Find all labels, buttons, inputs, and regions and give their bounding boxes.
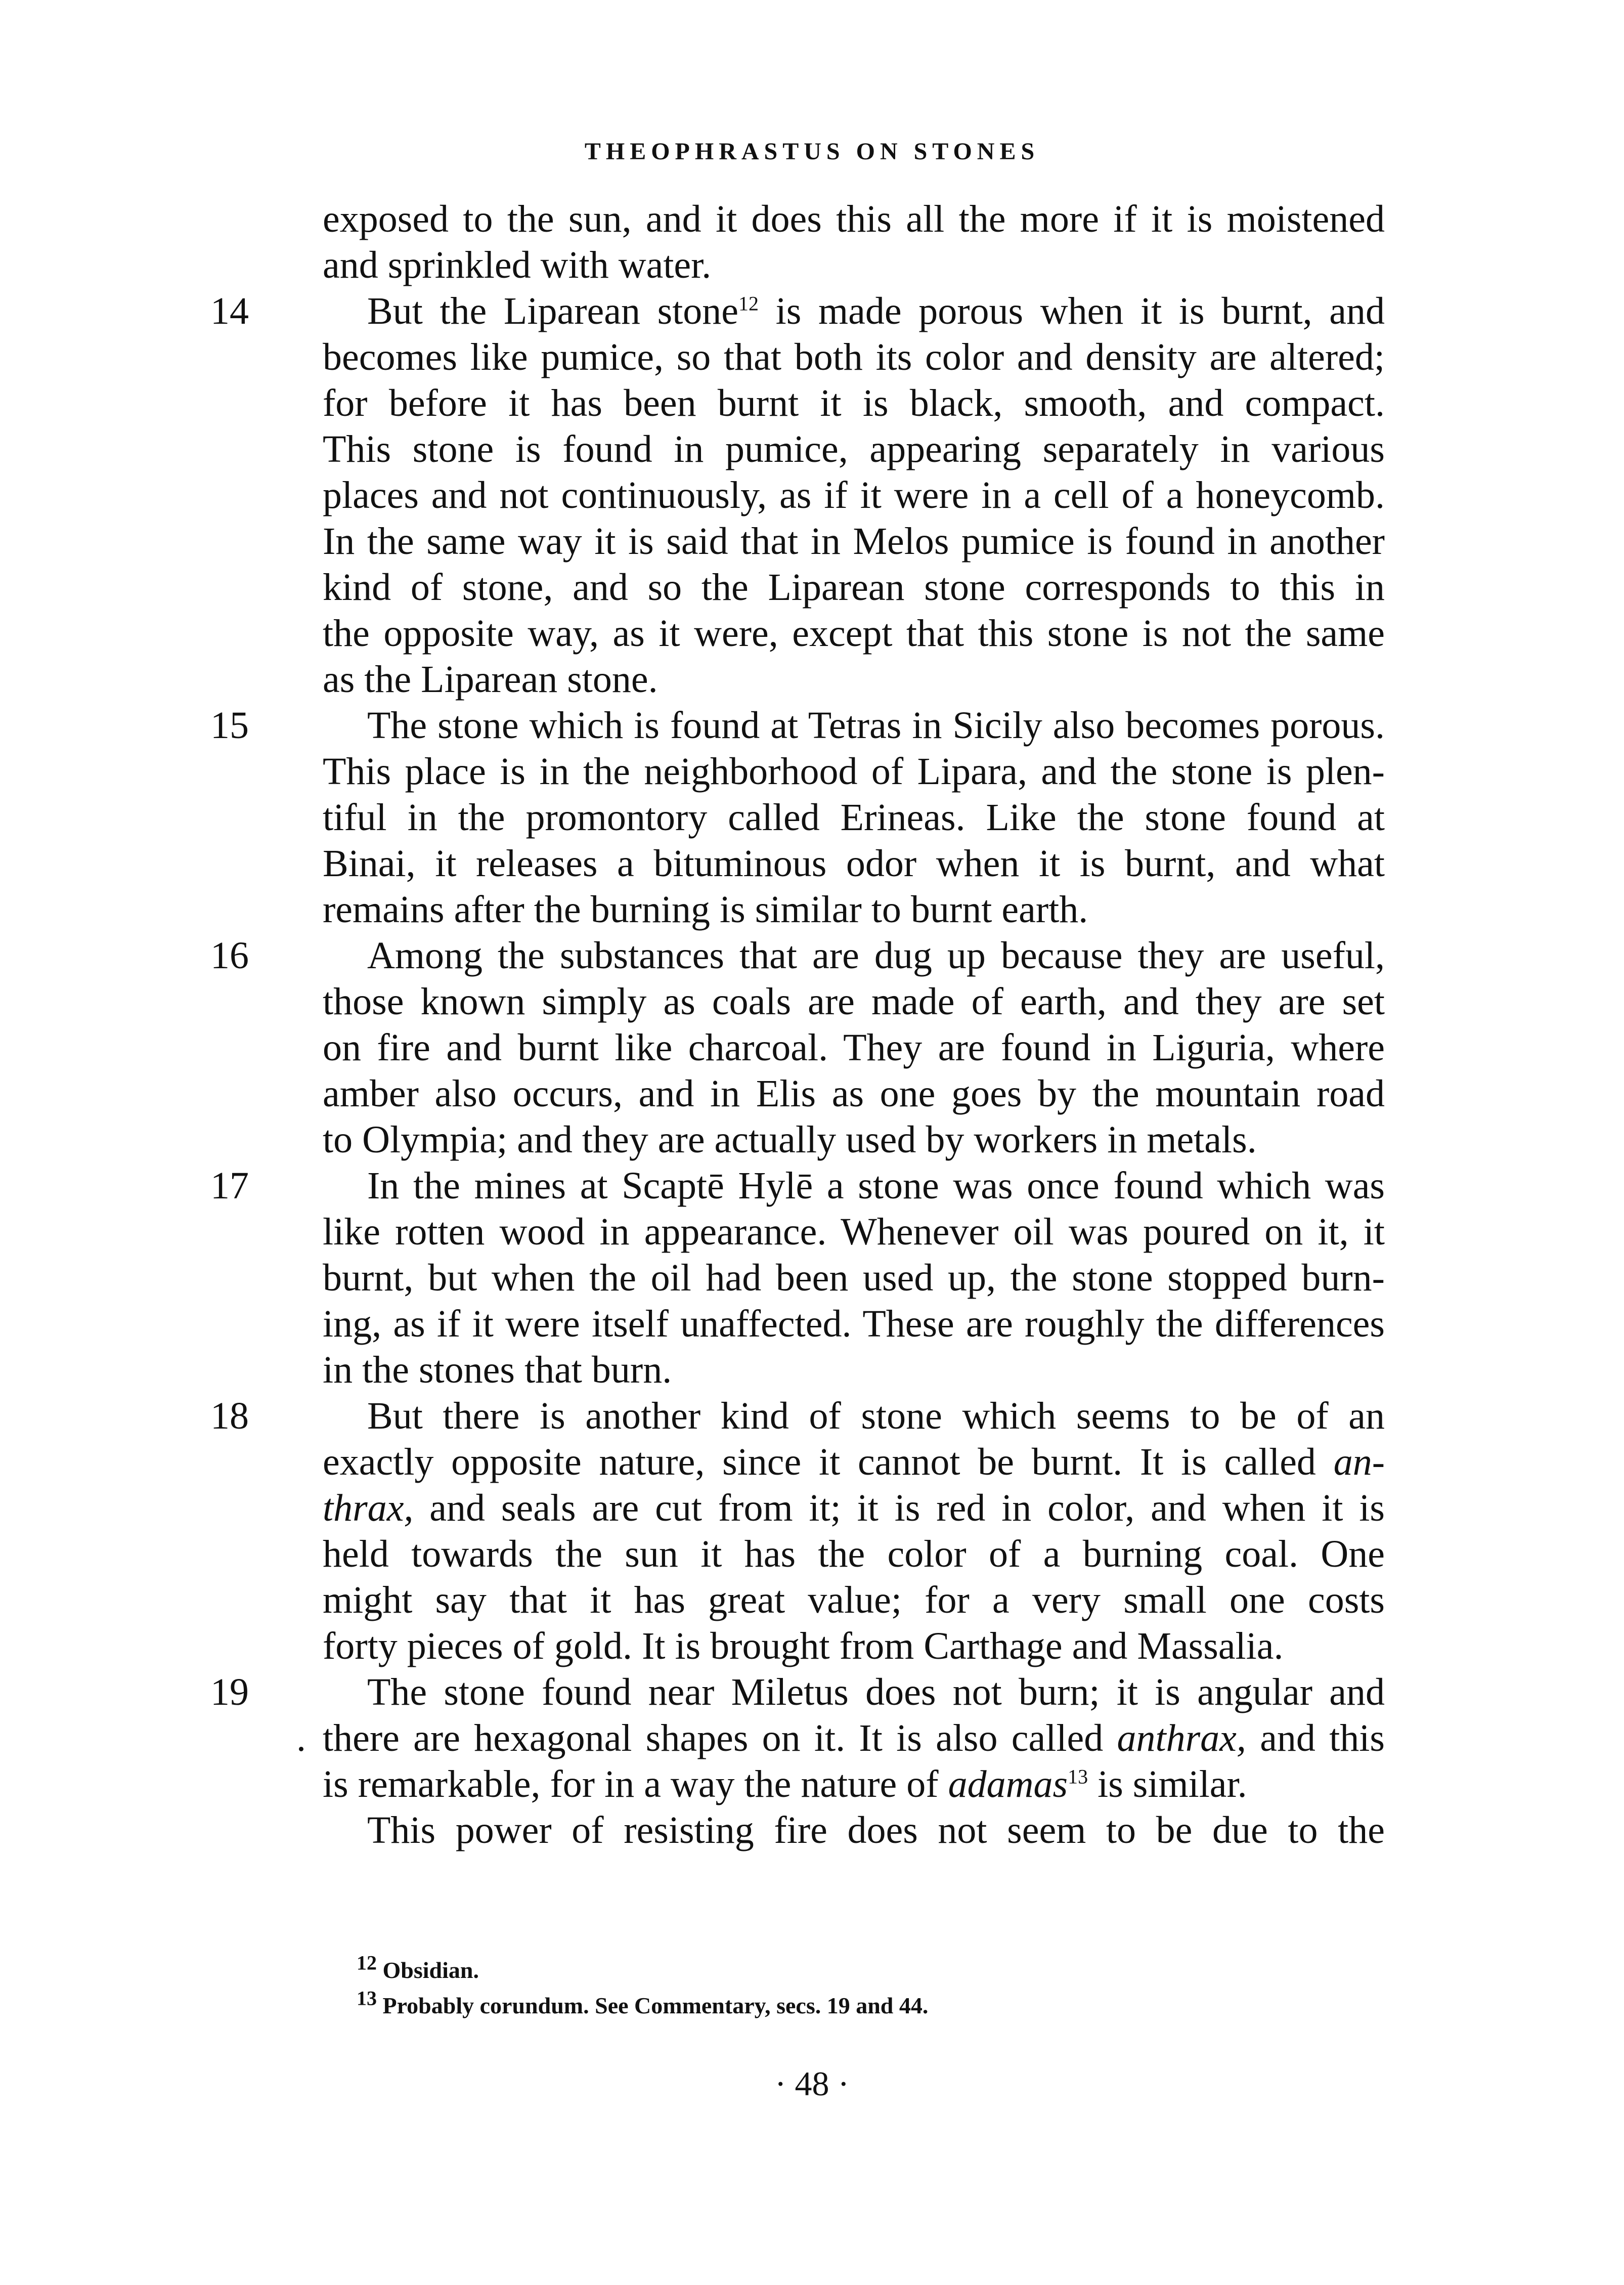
footnote: $^{12}$ Obsidian. [357,1951,479,1983]
text-line: 14 But the Liparean stone$^{12}$ is made porous when it is burnt, and [323,288,1385,334]
text-line: on fire and burnt like charcoal. They are found in Liguria, where [323,1026,1385,1069]
text-line: in the stones that burn. [323,1349,672,1391]
body-text [210,196,1385,1853]
stray-mark: . [296,1717,306,1759]
text-line: 15 The stone which is found at Tetras in Sicily also becomes porous. [323,703,1385,749]
text-line: might say that it has great value; for a very small one costs [323,1579,1385,1621]
italic-term: thrax, [323,1487,414,1529]
text-line: for before it has been burnt it is black, smooth, and compact. [323,382,1385,424]
footnotes [357,1953,928,2023]
text-line: amber also occurs, and in Elis as one goes by the mountain road [323,1072,1385,1115]
section-number: 18 [210,1395,249,1437]
text-line: burnt, but when the oil had been used up, the stone stopped burn- [323,1257,1385,1299]
text-line: tiful in the promontory called Erineas. Like the stone found at [323,796,1385,839]
section-number: 14 [210,290,249,332]
footnote-ref[interactable]: 13 [1068,1765,1088,1788]
text-line: . there are hexagonal shapes on it. It is also called anthrax, and this [323,1715,1385,1761]
footnote-ref[interactable]: 12 [738,292,759,315]
italic-term: adamas [948,1763,1068,1805]
text-line: held towards the sun it has the color of a burning coal. One [323,1533,1385,1575]
text-line: the opposite way, as it were, except that this stone is not the same [323,612,1385,655]
text-line: 19 The stone found near Miletus does not burn; it is angular and [323,1669,1385,1715]
text-line: and sprinkled with water. [323,244,712,286]
text-line: This power of resisting fire does not seem to be due to the [367,1809,1385,1851]
italic-term: anthrax, [1117,1717,1246,1759]
text-line: 16 Among the substances that are dug up because they are useful, [323,933,1385,979]
text-line: places and not continuously, as if it were in a cell of a honeycomb. [323,474,1385,516]
text-line: Binai, it releases a bituminous odor when it is burnt, and what [323,842,1385,885]
text-line: This stone is found in pumice, appearing separately in various [323,428,1385,470]
text-line: remains after the burning is similar to burnt earth. [323,888,1088,931]
text-line: as the Liparean stone. [323,658,658,701]
running-head: THEOPHRASTUS ON STONES [584,138,1040,165]
footnote: $^{13}$ Probably corundum. See Commentary, secs. 19 and 44. [357,1987,929,2018]
text-line: exposed to the sun, and it does this all the more if it is moistened [323,198,1385,240]
text-line: becomes like pumice, so that both its color and density are altered; [323,336,1385,378]
text-line: is remarkable, for in a way the nature of adamas$^{13}$ is similar. [323,1763,1247,1805]
text-line: In the same way it is said that in Melos pumice is found in another [323,520,1385,563]
section-number: 17 [210,1165,249,1207]
text-line: 17 In the mines at Scaptē Hylē a stone was once found which was [323,1163,1385,1209]
section-number: 15 [210,704,249,747]
text-line: kind of stone, and so the Liparean stone corresponds to this in [323,566,1385,609]
footnote-number: 13 [357,1987,377,2010]
page-number: · 48 · [774,2064,850,2103]
text-line: thrax, and seals are cut from it; it is red in color, and when it is [323,1487,1385,1529]
text-line: exactly opposite nature, since it cannot be burnt. It is called an- [323,1441,1385,1483]
text-line: ing, as if it were itself unaffected. These are roughly the differences [323,1303,1385,1345]
text-line: This place is in the neighborhood of Lipara, and the stone is plen- [323,750,1385,793]
text-line: like rotten wood in appearance. Whenever oil was poured on it, it [323,1211,1385,1253]
text-line: forty pieces of gold. It is brought from Carthage and Massalia. [323,1625,1284,1667]
italic-term: an- [1333,1441,1385,1483]
footnote-number: 12 [357,1951,377,1974]
text-line: those known simply as coals are made of earth, and they are set [323,980,1385,1023]
text-line: 18 But there is another kind of stone which seems to be of an [323,1393,1385,1439]
text-line: to Olympia; and they are actually used by workers in metals. [323,1118,1257,1161]
section-number: 16 [210,934,249,977]
section-number: 19 [210,1671,249,1713]
